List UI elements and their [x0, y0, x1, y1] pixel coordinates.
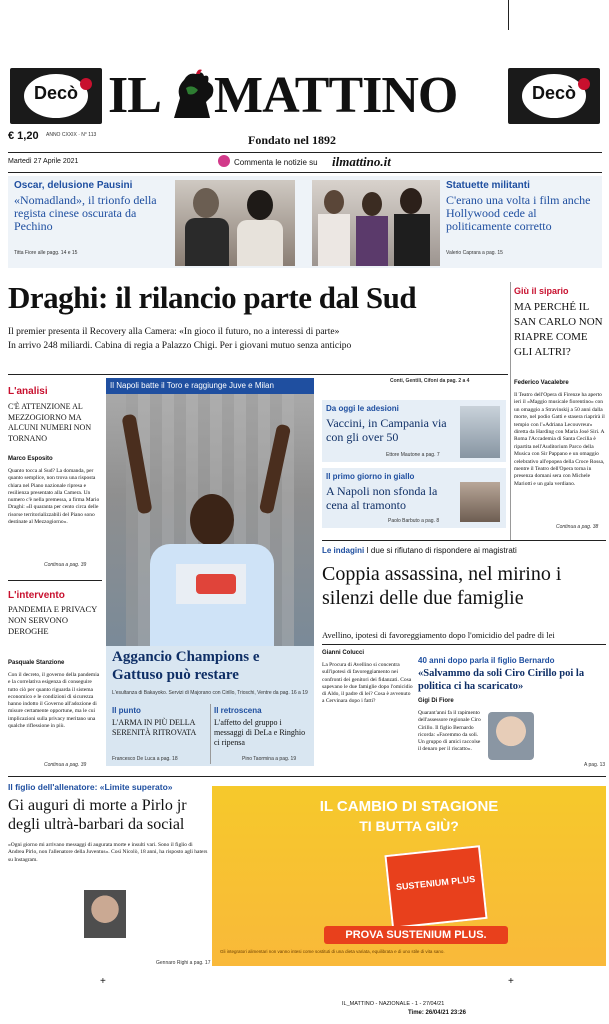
oscar-credit: Titta Fiore alle pagg. 14 e 15 — [14, 250, 78, 256]
ad-disclaimer: Gli integratori alimentari non vanno intesi come sostituti di una dieta variata, equilibrata e di uno stile di vita sano. — [220, 949, 445, 954]
cirillo-photo — [488, 712, 534, 760]
ad-cta: PROVA SUSTENIUM PLUS. — [345, 929, 487, 941]
coppia-kicker: Le indagini — [322, 546, 365, 555]
vaccini-photo — [460, 406, 500, 458]
cirillo-body: Quarant'anni fa il rapimento dell'assessore regionale Ciro Cirillo. Il figlio Bernardo ricorda: «Facemmo da soli. Un gruppo di amici raccolse il denaro per il riscatto». — [418, 710, 481, 753]
logo-il: IL — [108, 67, 161, 124]
giallo-kicker: Il primo giorno in giallo — [326, 472, 415, 481]
pirlo-headline[interactable]: Gi auguri di morte a Pirlo jr degli ultrà-barbari da social — [8, 797, 187, 833]
issue-date: Martedì 27 Aprile 2021 — [8, 158, 79, 165]
deco-ad-right[interactable] — [508, 68, 600, 124]
punto-kicker: Il punto — [112, 706, 141, 715]
giallo-photo — [460, 482, 500, 522]
product-name: SUSTENIUM PLUS — [395, 873, 476, 893]
sipario-cont: Continua a pag. 38 — [556, 524, 599, 530]
hollywood-credit: Valerio Caprara a pag. 15 — [446, 250, 503, 256]
giallo-headline[interactable]: A Napoli non sfonda la cena al tramonto — [326, 484, 438, 512]
pirlo-body: «Ogni giorno mi arrivano messaggi di augurata morte e insulti vari. Sono il figlio di Andrea Pirlo, non l'allenatore della Juventus». Così Nicolò, 18 anni, ha risposto agli haters su Instagram. — [8, 842, 208, 863]
sipario-body: Il Teatro dell'Opera di Firenze ha aperto ieri il «Maggio musicale fiorentino» con un omaggio a Stravinskij a 50 anni dalla morte, nel podio Gatti e stasera riaprirà il tempio con l'«Adriana Lecouvreur» diretta da Harding con Maria José Siri. A Roma l'Accademia di Santa Cecilia è ripartita nell'Auditorium Parco della Musica con Sir Pappano e un omaggio celebrativo all'epopea della Croce Rossa, mentre il Teatro dell'Opera torna in presenza domani sera con Michele Mariotti e un gala verdiano. — [514, 392, 605, 487]
pirlo-author: Gennaro Righi a pag. 17 — [156, 960, 211, 966]
giallo-author: Paolo Barbuto a pag. 8 — [388, 518, 440, 524]
crop-mark — [508, 0, 509, 30]
deco-logo-left: Decò — [33, 83, 78, 103]
lead-deck-1: Il premier presenta il Recovery alla Camera: «In gioco il futuro, no a interessi di parte» — [8, 327, 340, 337]
coppia-deck: Avellino, ipotesi di favoreggiamento dopo l'omicidio del padre di lei — [322, 630, 555, 640]
ad-line-2: TI BUTTA GIÙ? — [359, 818, 459, 834]
oscar-headline[interactable]: «Nomadland», il trionfo della regista cinese oscurata da Pechino — [14, 193, 157, 233]
vaccini-headline[interactable]: Vaccini, in Campania via con gli over 50 — [326, 416, 447, 444]
intervento-body: Con il decreto, il governo della pandemia e la correlativa esigenza di conseguire tutto ciò per quanto riguarda il sistema economico e le condizioni di sicurezza hanno indotto il Governo all'adozione di misure certamente opportune, ma le cui implicazioni sulla privacy meritano una qualche riflessione in più. — [8, 672, 100, 730]
intervento-cont: Continua a pag. 39 — [44, 762, 87, 768]
deco-logo-right: Decò — [531, 83, 576, 103]
deco-ad-left[interactable] — [10, 68, 102, 124]
logo-mattino: MATTINO — [214, 67, 458, 124]
reg-mark-left: + — [100, 976, 106, 987]
issue-number: ANNO CXXIX · N° 113 — [46, 132, 97, 138]
cirillo-cont: A pag. 13 — [584, 762, 606, 768]
lead-headline[interactable]: Draghi: il rilancio parte dal Sud — [8, 280, 417, 315]
analisi-body: Quanto tocca al Sud? La domanda, per quanto semplice, non trova una risposta chiara nel Piano nazionale ripresa e resilienza presentato alla Camera. Un numero c'è nella premessa, a firma Mario Draghi: «Il quaranta per cento circa delle risorse territorializzabili del Piano sono destinate al Mezzogiorno». — [8, 468, 100, 526]
hollywood-kicker: Statuette militanti — [446, 180, 530, 191]
sipario-kicker: Giù il sipario — [514, 286, 569, 296]
oscar-kicker: Oscar, delusione Pausini — [14, 180, 133, 191]
analisi-cont: Continua a pag. 39 — [44, 562, 87, 568]
hollywood-photo — [312, 180, 440, 266]
masthead-logo — [108, 66, 500, 126]
comment-icon — [218, 155, 230, 167]
punto-headline[interactable]: L'ARMA IN PIÙ DELLA SERENITÀ RITROVATA — [112, 718, 197, 737]
intervento-author: Pasquale Stanzione — [8, 660, 65, 666]
napoli-kicker: Il Napoli batte il Toro e raggiunge Juve e Milan — [106, 378, 314, 394]
retroscena-headline[interactable]: L'affetto del gruppo i messaggi di DeLa e Ringhio ci ripensa — [214, 718, 306, 747]
analisi-author: Marco Esposito — [8, 456, 53, 462]
lead-credit: Conti, Gentili, Cifoni da pag. 2 a 4 — [390, 378, 470, 384]
ad-line-1: IL CAMBIO DI STAGIONE — [319, 798, 499, 815]
comments-prompt: Commenta le notizie su — [234, 158, 318, 167]
intervento-headline[interactable]: PANDEMIA E PRIVACY NON SERVONO DEROGHE — [8, 604, 97, 636]
coppia-headline[interactable]: Coppia assassina, nel mirino i silenzi delle due famiglie — [322, 563, 562, 609]
timestamp: Time: 26/04/21 23:26 — [408, 1010, 466, 1016]
price: € 1,20 — [8, 130, 39, 142]
coppia-kicker-line — [322, 546, 517, 555]
pirlo-kicker: Il figlio dell'allenatore: «Limite superato» — [8, 782, 173, 792]
bakayoko-photo — [106, 394, 314, 646]
retroscena-kicker: Il retroscena — [214, 706, 262, 715]
reg-mark-right: + — [508, 976, 514, 987]
napoli-headline[interactable]: Aggancio Champions e Gattuso può restare — [112, 649, 260, 683]
founded: Fondato nel 1892 — [248, 133, 337, 147]
analisi-kicker: L'analisi — [8, 386, 48, 397]
product-box — [384, 845, 487, 929]
cirillo-author: Gigi Di Fiore — [418, 698, 454, 704]
coppia-kicker-rest: I due si rifiutano di rispondere ai magistrati — [366, 546, 517, 555]
intervento-kicker: L'intervento — [8, 590, 65, 601]
sustenium-ad[interactable] — [212, 786, 606, 966]
pirlo-photo — [84, 890, 126, 938]
rooster-icon — [166, 68, 218, 124]
cirillo-headline[interactable]: «Salvammo da soli Ciro Cirillo poi la politica ci ha scaricato» — [418, 668, 585, 692]
site-link[interactable]: ilmattino.it — [332, 154, 391, 169]
napoli-credit: L'esultanza di Bakayoko. Servizi di Majorano con Cirillo, Trioschi, Ventre da pag. 16 a 19 — [112, 690, 308, 696]
punto-author: Francesco De Luca a pag. 18 — [112, 756, 178, 762]
coppia-body: La Procura di Avellino si concentra sull'ipotesi di favoreggiamento nei confronti dei genitori dei fidanzati. Cosa sapevano le due famiglie dopo l'omicidio di Aldo, il padre di lei? Cosa è avvenuto a Cervinara dopo i fatti? — [322, 662, 413, 705]
coppia-author: Gianni Colucci — [322, 650, 365, 656]
edition-line: IL_MATTINO - NAZIONALE - 1 - 27/04/21 — [342, 1001, 445, 1007]
analisi-headline[interactable]: C'È ATTENZIONE AL MEZZOGIORNO MA ALCUNI NUMERI NON TORNANO — [8, 402, 92, 443]
hollywood-headline[interactable]: C'erano una volta i film anche Hollywood cede al politicamente corretto — [446, 193, 591, 233]
cirillo-kicker: 40 anni dopo parla il figlio Bernardo — [418, 656, 555, 665]
oscar-photo — [175, 180, 295, 266]
sipario-author: Federico Vacalebre — [514, 380, 569, 386]
vaccini-kicker: Da oggi le adesioni — [326, 404, 399, 413]
lead-deck-2: In arrivo 248 miliardi. Cabina di regia a Palazzo Chigi. Per i giovani mutuo senza anticipo — [8, 341, 352, 351]
sipario-headline[interactable]: MA PERCHÉ IL SAN CARLO NON RIAPRE COME GLI ALTRI? — [514, 301, 603, 358]
vaccini-author: Ettore Mautone a pag. 7 — [386, 452, 440, 458]
retroscena-author: Pino Taormina a pag. 19 — [242, 756, 297, 762]
